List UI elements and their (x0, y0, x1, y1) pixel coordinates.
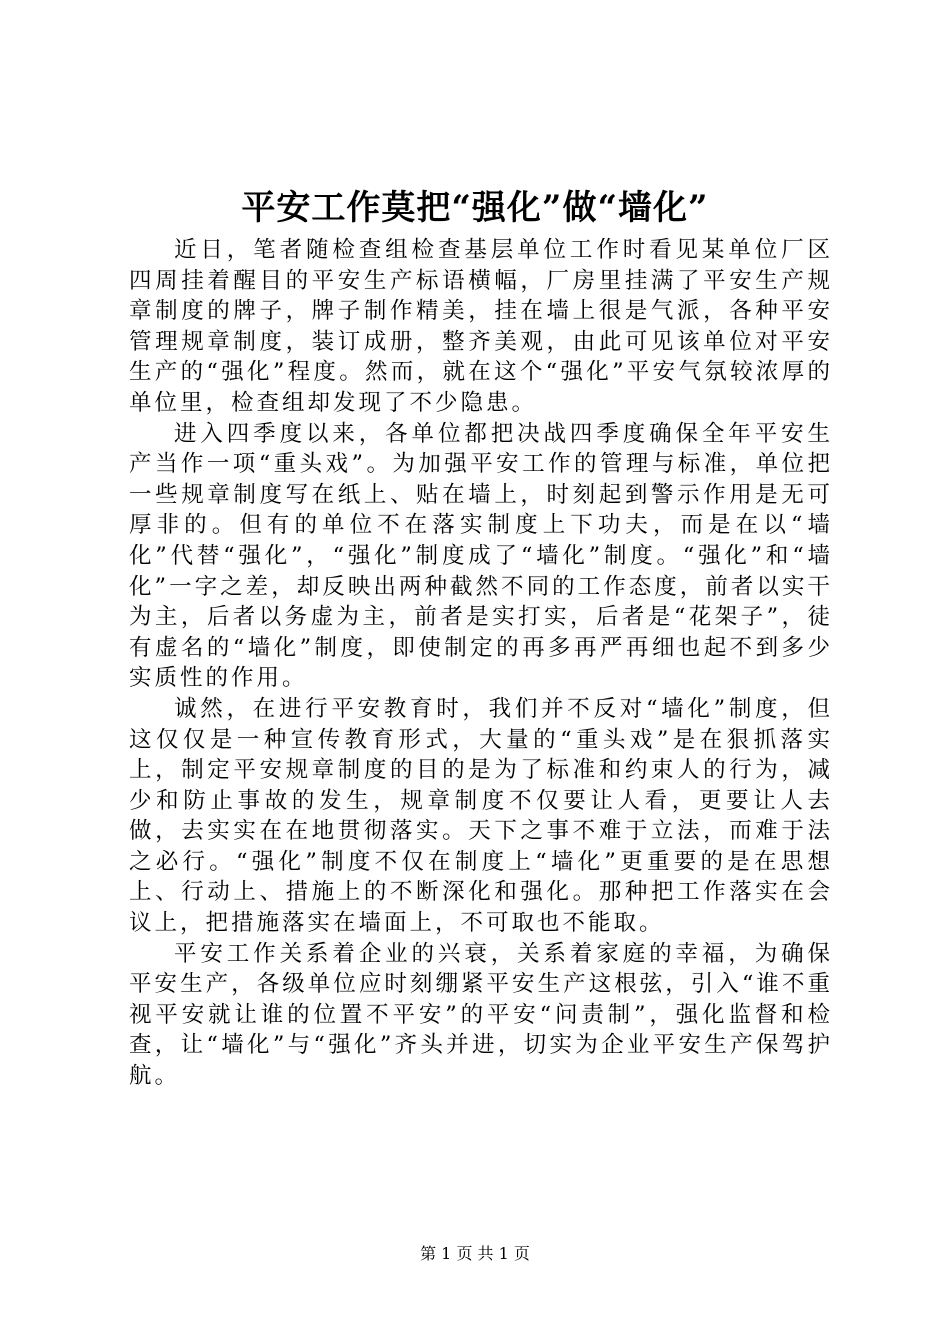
paragraph-1: 近日，笔者随检查组检查基层单位工作时看见某单位厂区四周挂着醒目的平安生产标语横幅，厂房里挂满了平安生产规章制度的牌子，牌子制作精美，挂在墙上很是气派，各种平安管理规章制度，装订成册，整齐美观，由此可见该单位对平安生产的“强化”程度。然而，就在这个“强化”平安气氛较浓厚的单位里，检查组却发现了不少隐患。 (129, 237, 833, 416)
document-body (129, 235, 833, 1092)
paragraph-2: 进入四季度以来，各单位都把决战四季度确保全年平安生产当作一项“重头戏”。为加强平安工作的管理与标准，单位把一些规章制度写在纸上、贴在墙上，时刻起到警示作用是无可厚非的。但有的单位不在落实制度上下功夫，而是在以“墙化”代替“强化”，“强化”制度成了“墙化”制度。“强化”和“墙化”一字之差，却反映出两种截然不同的工作态度，前者以实干为主，后者以务虚为主，前者是实打实，后者是“花架子”，徒有虚名的“墙化”制度，即使制定的再多再严再细也起不到多少实质性的作用。 (129, 420, 833, 692)
paragraph-3: 诚然，在进行平安教育时，我们并不反对“墙化”制度，但这仅仅是一种宣传教育形式，大量的“重头戏”是在狠抓落实上，制定平安规章制度的目的是为了标准和约束人的行为，减少和防止事故的发生，规章制度不仅要让人看，更要让人去做，去实实在在地贯彻落实。天下之事不难于立法，而难于法之必行。“强化”制度不仅在制度上“墙化”更重要的是在思想上、行动上、措施上的不断深化和强化。那种把工作落实在会议上，把措施落实在墙面上，不可取也不能取。 (129, 695, 833, 937)
page-footer: 第 1 页 共 1 页 (420, 1244, 530, 1263)
paragraph-4: 平安工作关系着企业的兴衰，关系着家庭的幸福，为确保平安生产，各级单位应时刻绷紧平安生产这根弦，引入“谁不重视平安就让谁的位置不平安”的平安“问责制”，强化监督和检查，让“墙化”与“强化”齐头并进，切实为企业平安生产保驾护航。 (129, 940, 833, 1090)
document-title: 平安工作莫把“强化”做“墙化” (241, 188, 709, 228)
